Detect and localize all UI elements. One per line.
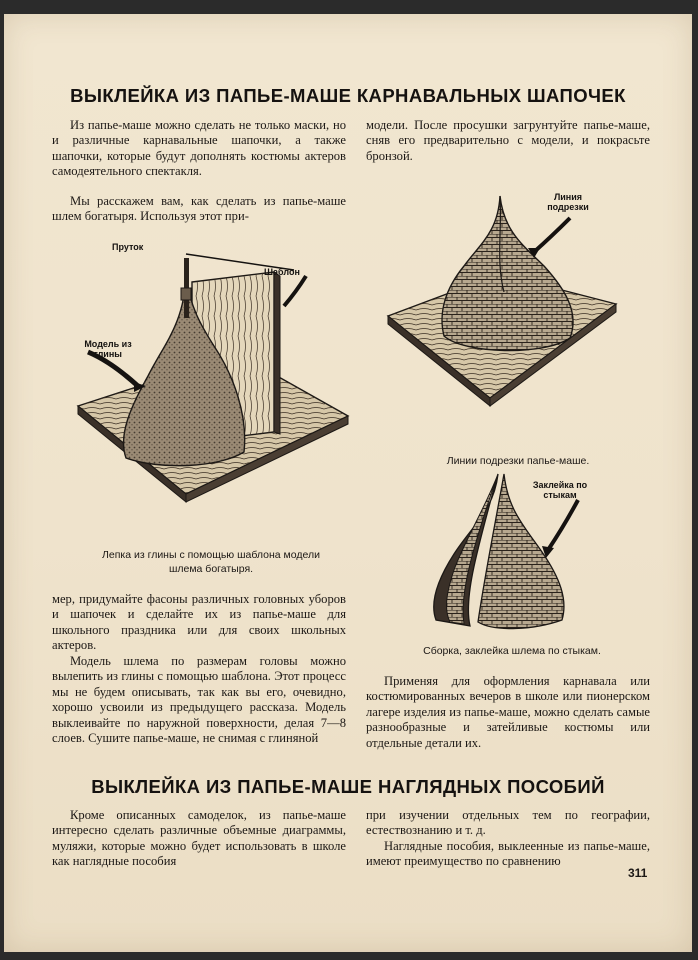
caption-figure-2: Линии подрезки папье-маше. [446,455,590,467]
col1-paragraph-1: Из папье-маше можно сделать не только маски, но и различные карнавальные шапочки, а также шапочки, которые будут дополнять костюмы актеров самодеятельного спектакля. [52,118,346,179]
caption-figure-1: Лепка из глины с помощью шаблона модели шлема богатыря. [102,549,320,575]
figure-clay-model [68,236,358,536]
page-number: 311 [628,866,648,880]
label-glue-joints: Заклейка по стыкам [532,480,588,500]
col1-paragraph-3: мер, придумайте фасоны различных головных уборов и шапочек и сделайте их из папье-маше для школьного праздника или для своих школьных актеров. [52,592,346,653]
figure-cut-lines [384,192,624,432]
label-cut-line: Линия подрезки [547,192,589,212]
col1-paragraph-4: Модель шлема по размерам головы можно вылепить из глины с помощью шаблона. Этот процесс мы не будем описывать, так как вы его, очевидно, хорошо усвоили из предыдущего рассказа. Модель выклеивайте по наружной поверхности, делая 7—8 слоев. Сушите папье-маше, не снимая с глиняной [52,654,346,746]
heading-visual-aids: ВЫКЛЕЙКА ИЗ ПАПЬЕ-МАШЕ НАГЛЯДНЫХ ПОСОБИЙ [91,776,605,797]
label-rod: Пруток [112,242,144,252]
page [4,14,692,952]
col2-paragraph-2: Применяя для оформления карнавала или костюмированных вечеров в школе или пионерском лагере изделия из папье-маше, можно сделать самые разнообразные и затейливые костюмы или отдельные детали их. [366,674,650,750]
col1-paragraph-2: Мы расскажем вам, как сделать из папье-маше шлем богатыря. Используя этот при- [52,194,346,224]
caption-figure-3: Сборка, заклейка шлема по стыкам. [423,645,601,657]
col1-paragraph-5: Кроме описанных самоделок, из папье-маше интересно сделать различные объемные диаграммы, муляжи, которые можно будет использовать в школе как наглядные пособия [52,808,346,869]
col2-paragraph-4: Наглядные пособия, выклеенные из папье-маше, имеют преимущество по сравнению [366,839,650,869]
label-clay-model: Модель из глины [84,339,132,359]
col2-paragraph-1: модели. После просушки загрунтуйте папье-маше, сняв его предварительно с модели, и покрасьте бронзой. [366,118,650,163]
col2-paragraph-3: при изучении отдельных тем по географии, естествознанию и т. д. [366,808,650,838]
label-template: Шаблон [264,267,300,277]
heading-carnival-hats: ВЫКЛЕЙКА ИЗ ПАПЬЕ-МАШЕ КАРНАВАЛЬНЫХ ШАПОЧЕК [70,85,626,106]
